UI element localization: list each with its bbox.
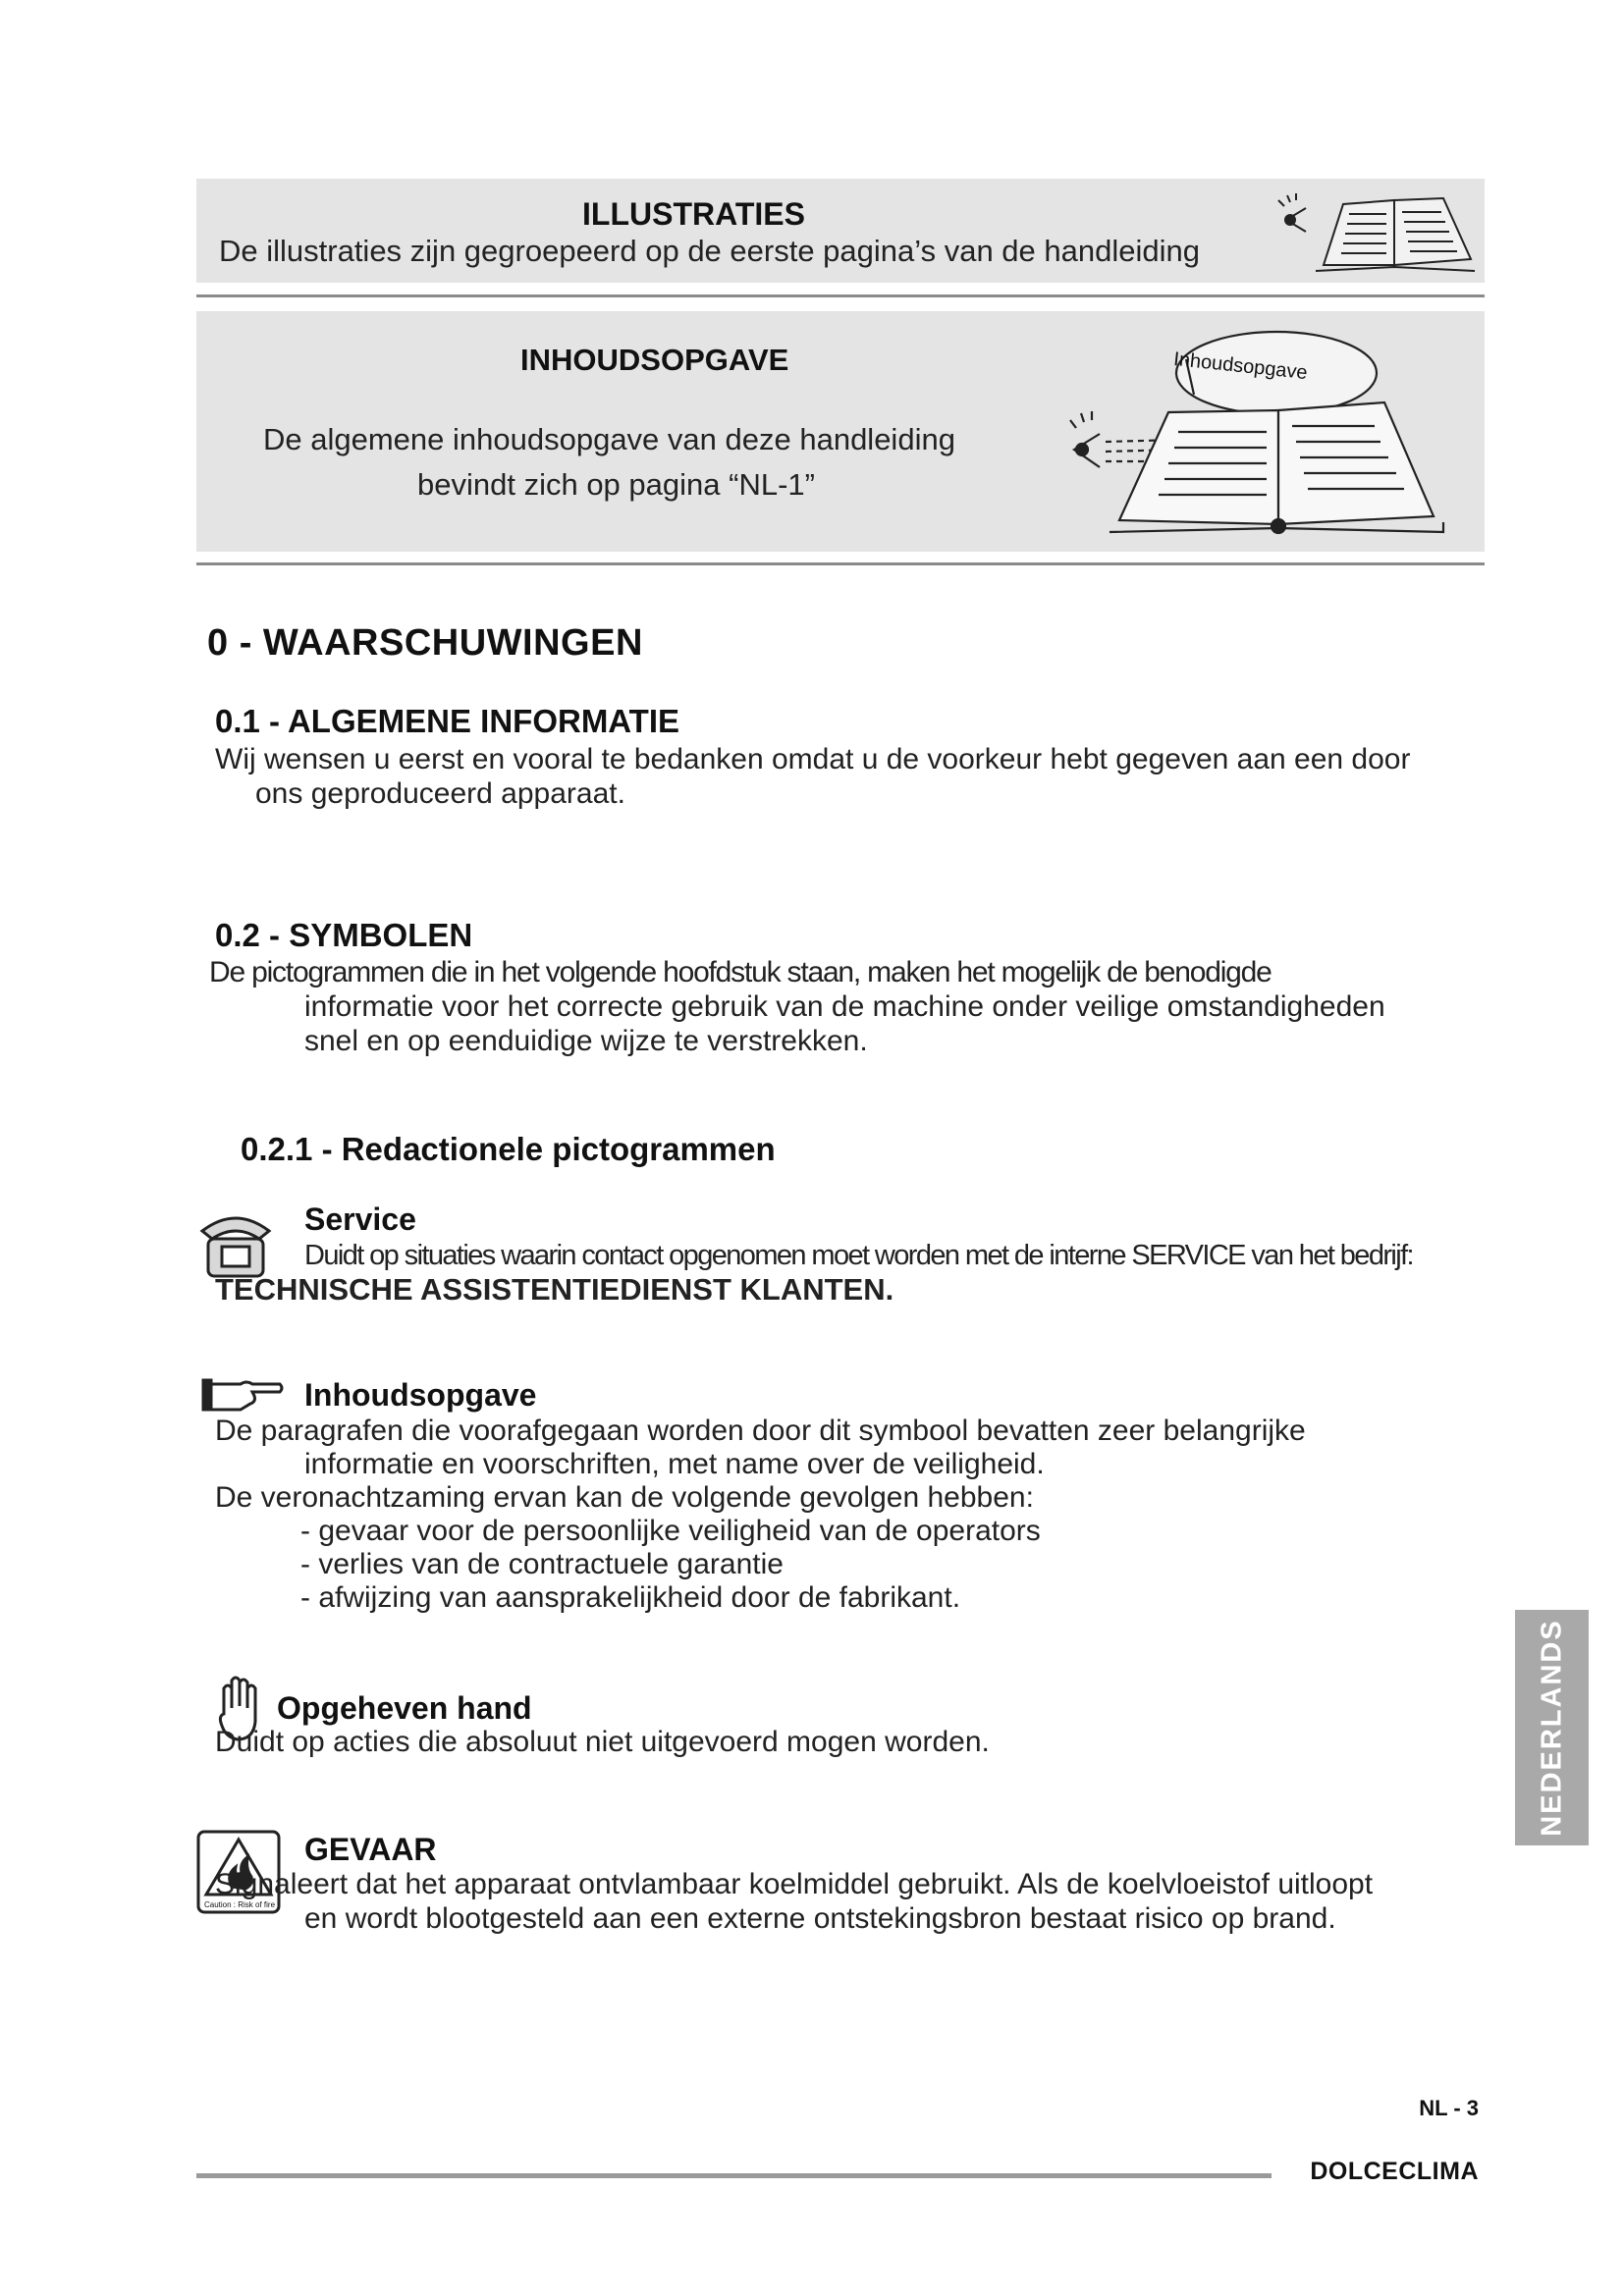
- paragraph-line: De pictogrammen die in het volgende hoofdstuk staan, maken het mogelijk de benodigde: [209, 956, 1272, 988]
- fire-warning-caption: Caution : Risk of fire: [204, 1900, 276, 1909]
- list-item: - gevaar voor de persoonlijke veiligheid van de operators: [300, 1515, 1041, 1547]
- heading-redactionele-pictogrammen: 0.2.1 - Redactionele pictogrammen: [241, 1131, 776, 1167]
- paragraph-line: Signaleert dat het apparaat ontvlambaar koelmiddel gebruikt. Als de koelvloeistof uitloopt: [215, 1868, 1374, 1900]
- service-title: Service: [304, 1201, 416, 1237]
- service-text: Duidt op situaties waarin contact opgenomen moet worden met de interne SERVICE van het bedrijf:: [304, 1240, 1414, 1271]
- inhoudsopgave-box-line2: bevindt zich op pagina “NL-1”: [417, 467, 815, 502]
- paragraph-line: snel en op eenduidige wijze te verstrekken.: [304, 1025, 868, 1057]
- paragraph-line: De paragrafen die voorafgegaan worden door dit symbool bevatten zeer belangrijke: [215, 1415, 1306, 1447]
- inhoudsopgave-box-title: INHOUDSOPGAVE: [520, 343, 789, 377]
- paragraph-line: Wij wensen u eerst en vooral te bedanken omdat u de voorkeur hebt gegeven aan een door: [215, 743, 1411, 775]
- bubble-label: Inhoudsopgave: [1172, 347, 1309, 385]
- divider: [196, 562, 1485, 565]
- paragraph-line: De veronachtzaming ervan kan de volgende gevolgen hebben:: [215, 1481, 1034, 1514]
- page-number: NL - 3: [1419, 2096, 1479, 2120]
- opgeheven-hand-title: Opgeheven hand: [277, 1690, 532, 1726]
- footer-rule: [196, 2173, 1272, 2178]
- illustraties-text: De illustraties zijn gegroepeerd op de eerste pagina’s van de handleiding: [219, 234, 1200, 268]
- paragraph-line: informatie voor het correcte gebruik van de machine onder veilige omstandigheden: [304, 990, 1385, 1023]
- paragraph-line: informatie en voorschriften, met name over de veiligheid.: [304, 1448, 1045, 1480]
- divider: [196, 294, 1485, 297]
- inhoudsopgave-box-line1: De algemene inhoudsopgave van deze handleiding: [263, 422, 955, 456]
- paragraph-line: en wordt blootgesteld aan een externe ontstekingsbron bestaat risico op brand.: [304, 1902, 1336, 1935]
- heading-symbolen: 0.2 - SYMBOLEN: [215, 917, 473, 953]
- pointing-hand-icon: [201, 1374, 286, 1414]
- illustraties-title: ILLUSTRATIES: [582, 196, 805, 232]
- paragraph-line: ons geproduceerd apparaat.: [255, 777, 625, 810]
- service-department: TECHNISCHE ASSISTENTIEDIENST KLANTEN.: [215, 1272, 894, 1307]
- heading-algemene-informatie: 0.1 - ALGEMENE INFORMATIE: [215, 703, 680, 739]
- opgeheven-hand-text: Duidt op acties die absoluut niet uitgevoerd mogen worden.: [215, 1726, 990, 1758]
- list-item: - afwijzing van aansprakelijkheid door de fabrikant.: [300, 1581, 961, 1614]
- language-tab-label: NEDERLANDS: [1536, 1619, 1567, 1837]
- inhoudsopgave-title: Inhoudsopgave: [304, 1377, 537, 1413]
- language-tab: [1515, 1610, 1589, 1845]
- list-item: - verlies van de contractuele garantie: [300, 1548, 784, 1580]
- book-eye-icon: [1247, 188, 1478, 279]
- gevaar-title: GEVAAR: [304, 1832, 437, 1867]
- brand-name: DOLCECLIMA: [1310, 2158, 1479, 2185]
- section-heading-waarschuwingen: 0 - WAARSCHUWINGEN: [207, 622, 643, 664]
- telephone-icon: [196, 1203, 275, 1282]
